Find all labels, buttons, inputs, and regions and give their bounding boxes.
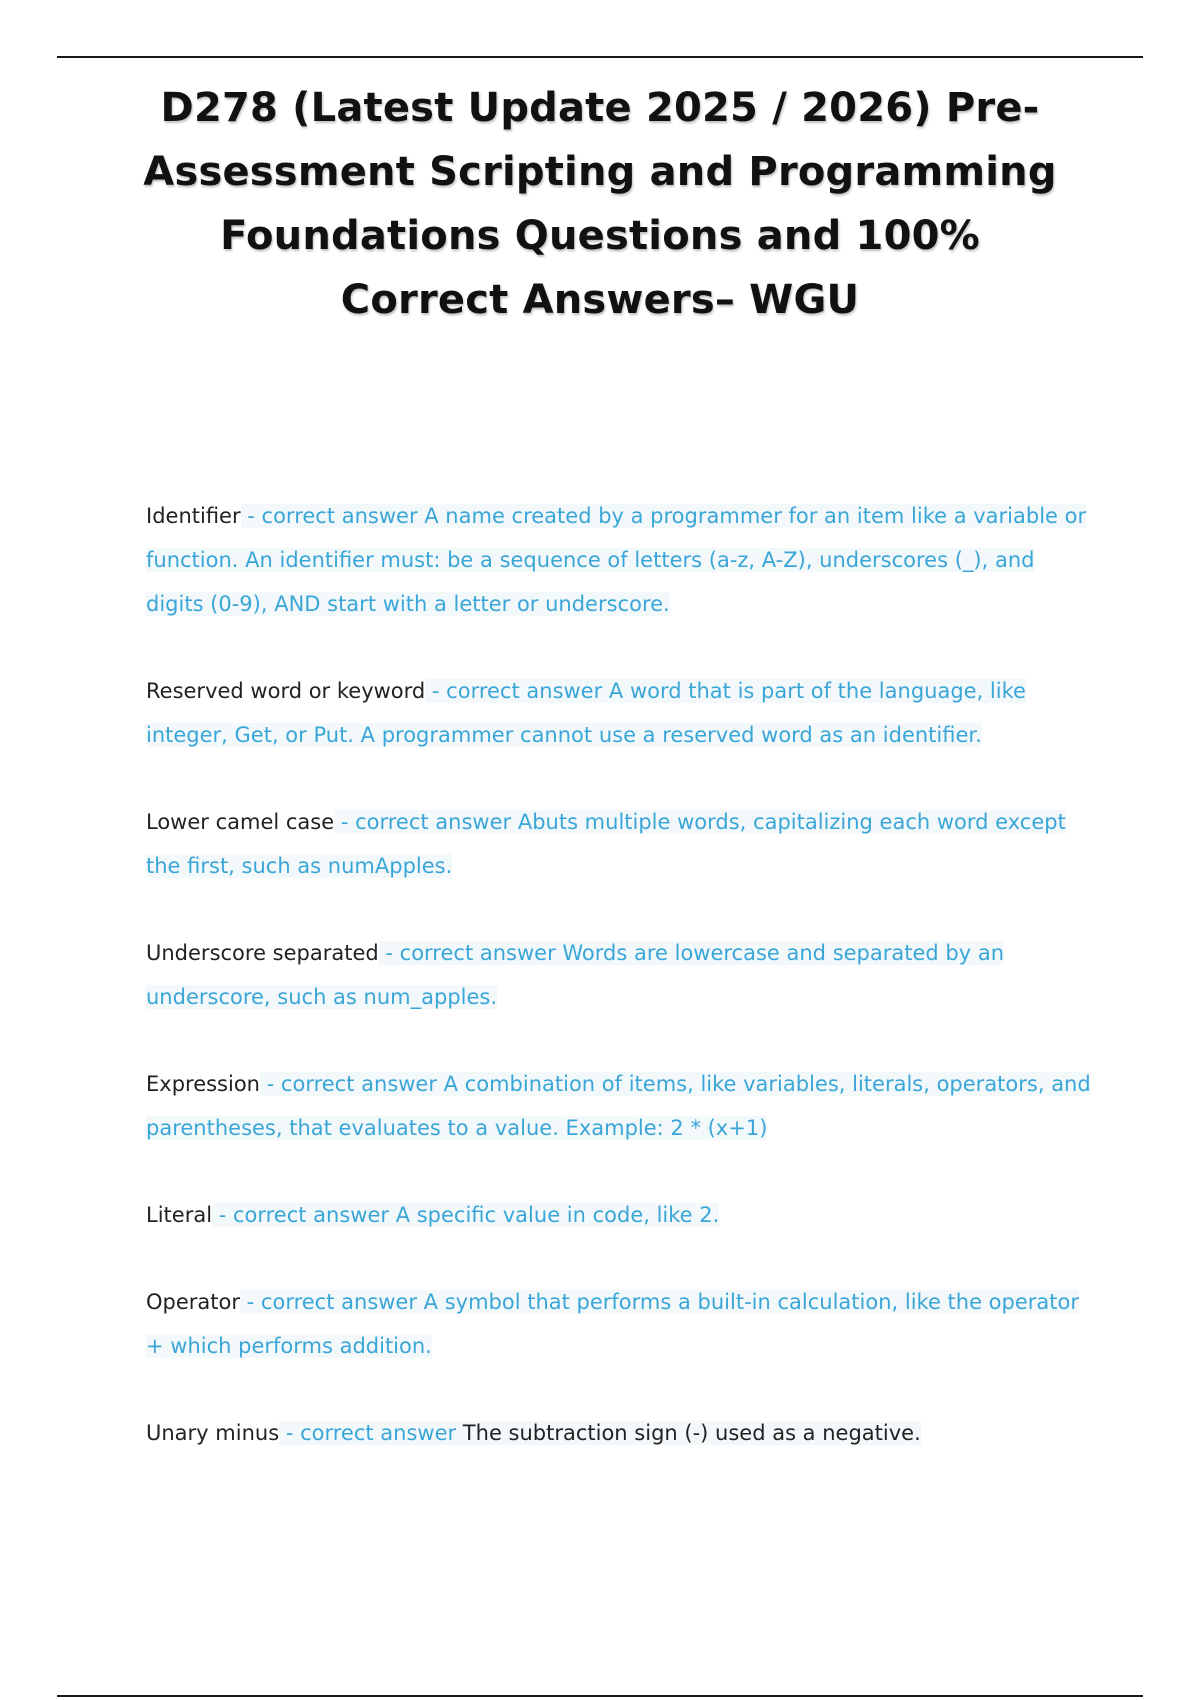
entry-term: Identifier [146,504,241,528]
entry-term: Reserved word or keyword [146,679,426,703]
entry-underscore-separated [146,931,1096,1019]
entry-operator [146,1280,1096,1368]
flashcard-list [146,494,1096,1455]
entry-reserved-word [146,669,1096,757]
entry-answer: - correct answer Words are lowercase and separated by an underscore, such as num_apples. [146,941,1005,1009]
entry-answer: - correct answer A name created by a programmer for an item like a variable or function. An identifier must: be a sequence of letters (a-z, A-Z), underscores (_), and digits (0-9), AND start with a letter or underscore. [146,504,1087,616]
entry-term: Underscore separated [146,941,379,965]
entry-term: Operator [146,1290,240,1314]
entry-unary-minus [146,1411,1096,1455]
entry-answer: - correct answer A symbol that performs a built-in calculation, like the operator + which performs addition. [146,1290,1079,1358]
entry-term: Unary minus [146,1421,280,1445]
entry-literal [146,1193,1096,1237]
entry-expression [146,1062,1096,1150]
entry-answer: - correct answer Abuts multiple words, capitalizing each word except the first, such as numApples. [146,810,1066,878]
entry-answer: - correct answer A word that is part of the language, like integer, Get, or Put. A programmer cannot use a reserved word as an identifier. [146,679,1026,747]
entry-identifier [146,494,1096,626]
entry-term: Expression [146,1072,260,1096]
entry-answer-plain: The subtraction sign (-) used as a negative. [456,1421,921,1445]
document-title: D278 (Latest Update 2025 / 2026) Pre-Assessment Scripting and Programming Foundations Questions and 100% Correct Answers– WGU [143,85,1057,323]
entry-answer: - correct answer A combination of items, like variables, literals, operators, and parentheses, that evaluates to a value. Example: 2 * (x+1) [146,1072,1091,1140]
entry-answer: - correct answer A specific value in code, like 2. [212,1203,720,1227]
top-rule [57,56,1143,58]
entry-term: Lower camel case [146,810,335,834]
entry-term: Literal [146,1203,213,1227]
entry-answer: - correct answer [279,1421,457,1445]
bottom-rule [57,1695,1143,1697]
entry-lower-camel-case [146,800,1096,888]
